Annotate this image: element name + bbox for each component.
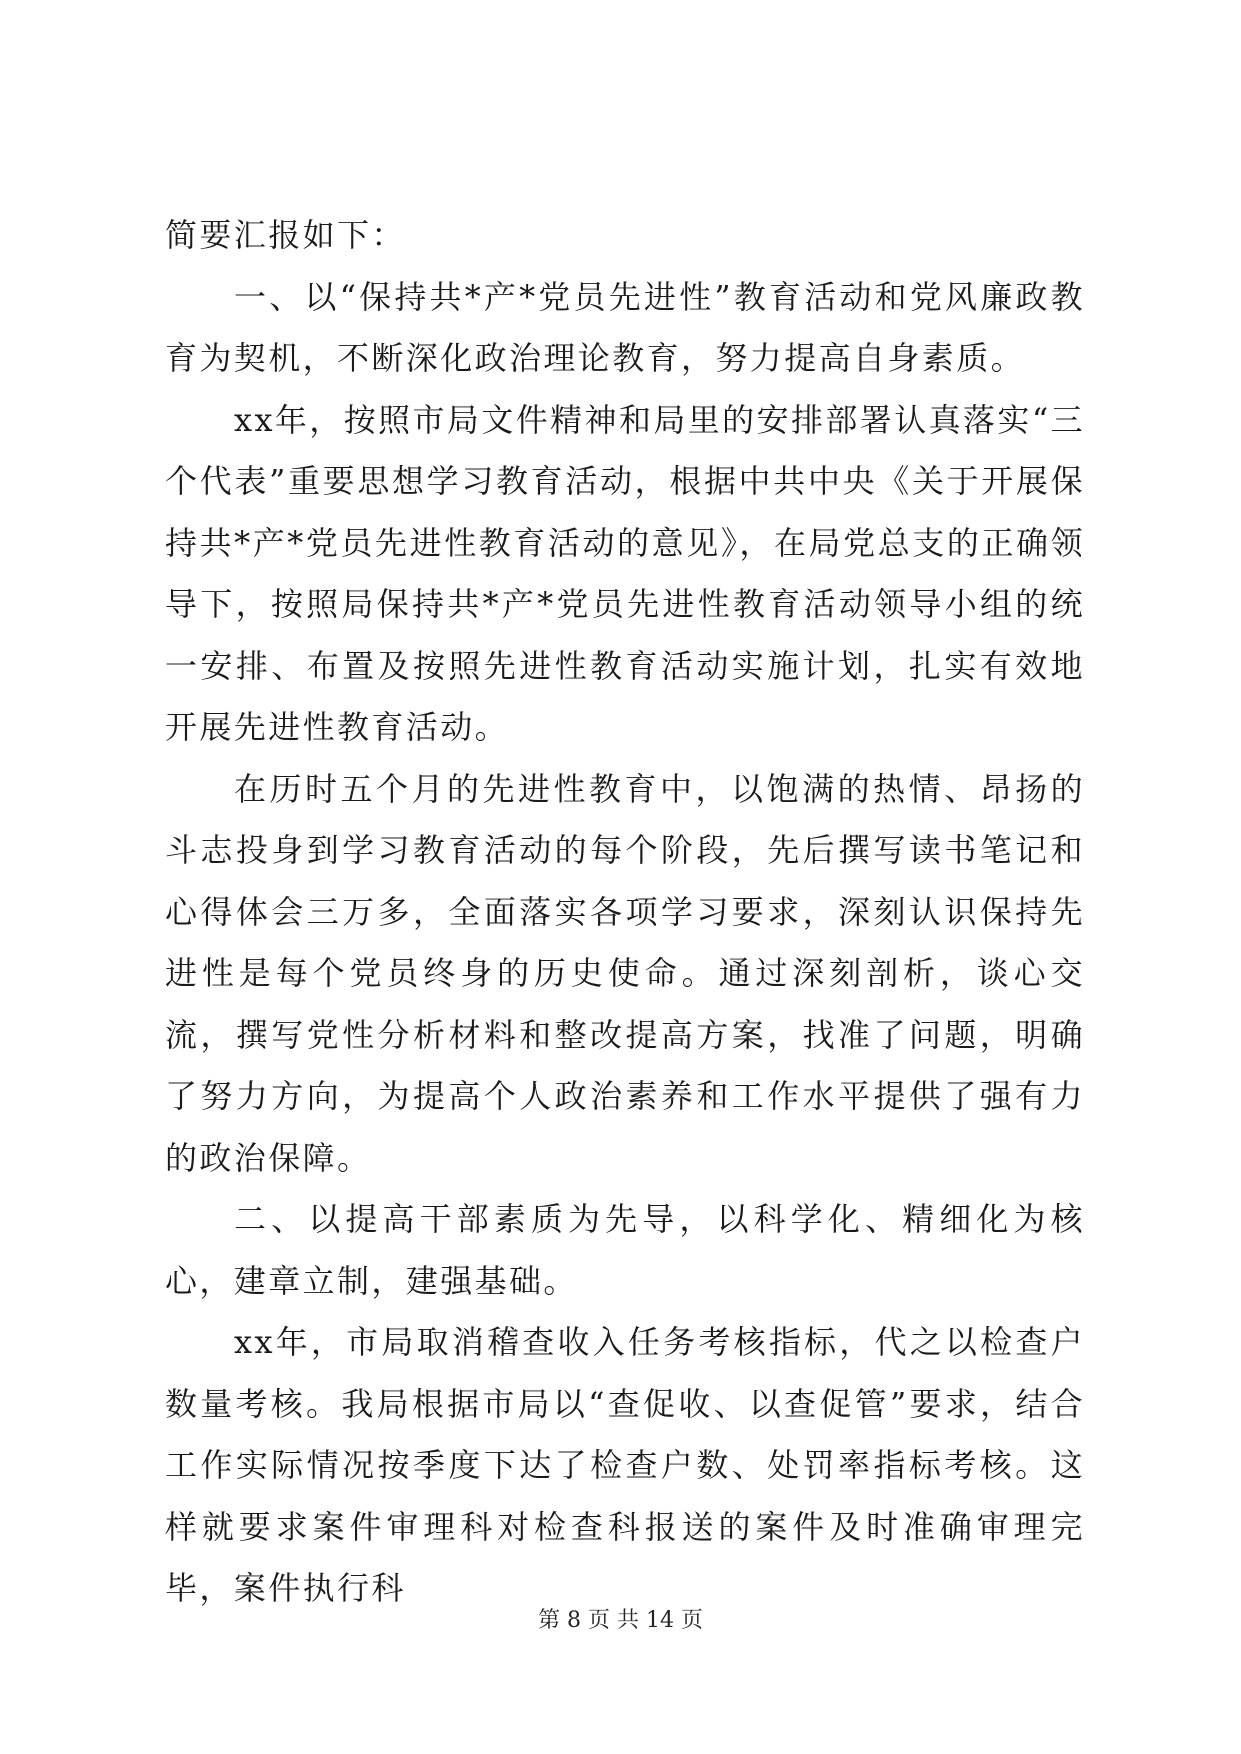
paragraph: 二、以提高干部素质为先导，以科学化、精细化为核心，建章立制，建强基础。 <box>165 1200 1085 1300</box>
paragraph: 简要汇报如下： <box>165 216 406 254</box>
document-body <box>165 205 1085 1620</box>
paragraph: 一、以“保持共*产*党员先进性”教育活动和党风廉政教育为契机，不断深化政治理论教育，努力提高自身素质。 <box>165 277 1085 377</box>
page-number-footer: 第 8 页 共 14 页 <box>538 1608 703 1633</box>
paragraph: xx年，按照市局文件精神和局里的安排部署认真落实“三个代表”重要思想学习教育活动，根据中共中央《关于开展保持共*产*党员先进性教育活动的意见》，在局党总支的正确领导下，按照局保持共*产*党员先进性教育活动领导小组的统一安排、布置及按照先进性教育活动实施计划，扎实有效地开展先进性教育活动。 <box>165 400 1085 746</box>
paragraph: xx年，市局取消稽查收入任务考核指标，代之以检查户数量考核。我局根据市局以“查促收、以查促管”要求，结合工作实际情况按季度下达了检查户数、处罚率指标考核。这样就要求案件审理科对检查科报送的案件及时准确审理完毕，案件执行科 <box>165 1323 1085 1607</box>
paragraph: 在历时五个月的先进性教育中，以饱满的热情、昂扬的斗志投身到学习教育活动的每个阶段，先后撰写读书笔记和心得体会三万多，全面落实各项学习要求，深刻认识保持先进性是每个党员终身的历史使命。通过深刻剖析，谈心交流，撰写党性分析材料和整改提高方案，找准了问题，明确了努力方向，为提高个人政治素养和工作水平提供了强有力的政治保障。 <box>165 769 1085 1177</box>
